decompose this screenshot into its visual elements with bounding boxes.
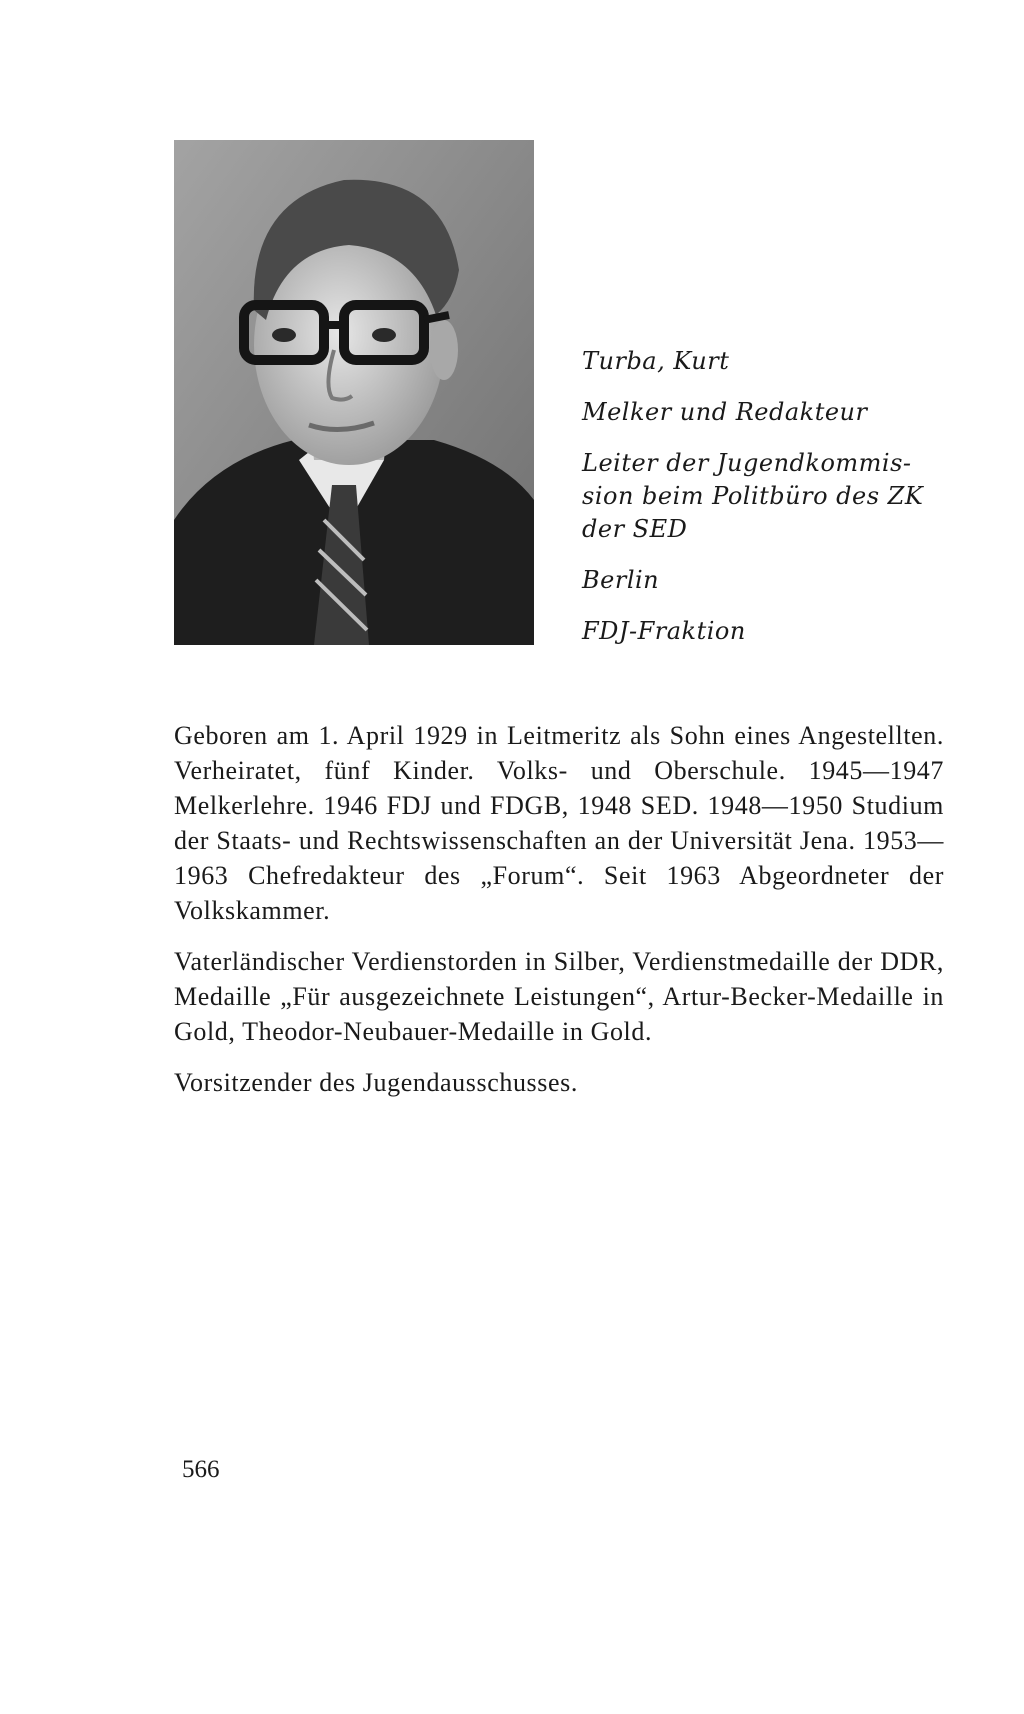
biography <box>174 718 944 1116</box>
bio-paragraph: Vaterländischer Verdienstorden in Silber, Verdienstmedaille der DDR, Medaille „Für ausgezeichnete Leistungen“, Artur-Becker-Medaille in Gold, Theodor-Neubauer-Medaille in Gold. <box>174 947 944 1046</box>
position-line: Leiter der Jugendkommis- <box>582 449 912 477</box>
person-portrait-icon <box>174 140 534 645</box>
position-line: sion beim Politbüro des ZK <box>582 482 924 510</box>
page-number: 566 <box>182 1456 220 1483</box>
position-line: der SED <box>582 515 688 543</box>
fraction: FDJ-Fraktion <box>582 617 746 645</box>
caption-block <box>582 345 962 648</box>
bio-paragraph: Vorsitzender des Jugendausschusses. <box>174 1068 578 1097</box>
person-name: Turba, Kurt <box>582 347 730 375</box>
bio-paragraph: Geboren am 1. April 1929 in Leitmeritz als Sohn eines Angestellten. Verheiratet, fünf Kinder. Volks- und Oberschule. 1945—1947 Melkerlehre. 1946 FDJ und FDGB, 1948 SED. 1948—1950 Studium der Staats- und Rechtswissenschaften an der Universität Jena. 1953—1963 Chefredakteur des „Forum“. Seit 1963 Abgeordneter der Volkskammer. <box>174 721 944 925</box>
profession: Melker und Redakteur <box>582 398 868 426</box>
place: Berlin <box>582 566 660 594</box>
portrait-photo <box>174 140 534 645</box>
